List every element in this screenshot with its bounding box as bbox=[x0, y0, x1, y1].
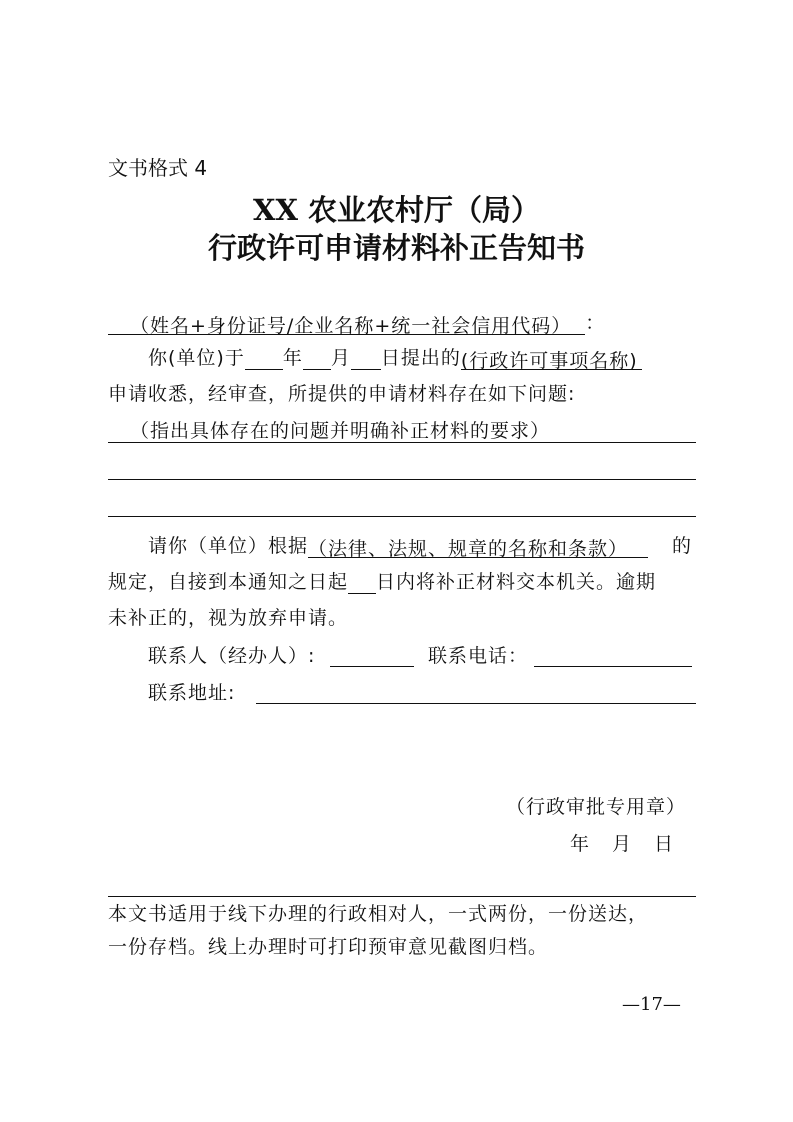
p2-text-b: 的 bbox=[672, 535, 693, 557]
law-field: （法律、法规、规章的名称和条款） bbox=[308, 537, 648, 558]
p2-line-1 bbox=[148, 534, 648, 558]
days-blank bbox=[348, 573, 376, 594]
contact-address-label: 联系地址: bbox=[148, 682, 236, 704]
problem-line-1 bbox=[108, 442, 696, 443]
format-label: 文书格式 4 bbox=[108, 156, 208, 180]
contact-person-label: 联系人（经办人）: bbox=[148, 645, 316, 667]
p2-text-d: 日内将补正材料交本机关。逾期 bbox=[376, 571, 657, 593]
contact-person-blank bbox=[330, 666, 414, 667]
problem-line-3 bbox=[108, 516, 696, 517]
addressee-colon: ： bbox=[585, 312, 606, 334]
year-blank bbox=[245, 349, 283, 370]
footnote-line-2: 一份存档。线上办理时可打印预审意见截图归档。 bbox=[108, 936, 549, 958]
p1-line-2: 申请收悉，经审查，所提供的申请材料存在如下问题: bbox=[108, 383, 576, 405]
date-day: 日 bbox=[654, 833, 675, 855]
seal-text: （行政审批专用章） bbox=[506, 796, 687, 818]
footnote-line-1: 本文书适用于线下办理的行政相对人，一式两份，一份送达， bbox=[108, 903, 649, 925]
item-field: (行政许可事项名称) bbox=[461, 349, 642, 370]
month-blank bbox=[303, 349, 331, 370]
p2-text-c: 规定，自接到本通知之日起 bbox=[108, 571, 349, 593]
date-year: 年 bbox=[570, 833, 591, 855]
p1-text-a: 你(单位)于 bbox=[148, 347, 245, 369]
p1-line-1 bbox=[148, 346, 642, 370]
title-line-1: XX 农业农村厅（局） bbox=[252, 193, 541, 227]
contact-address-blank bbox=[256, 703, 696, 704]
p2-line-2 bbox=[108, 570, 656, 594]
p1-month-label: 月 bbox=[330, 347, 351, 369]
contact-phone-label: 联系电话： bbox=[428, 645, 529, 667]
p2-line-3: 未补正的，视为放弃申请。 bbox=[108, 607, 349, 629]
p2-text-a: 请你（单位）根据 bbox=[148, 535, 309, 557]
addressee-field: （姓名+身份证号/企业名称+统一社会信用代码） bbox=[108, 314, 585, 335]
title-line-2: 行政许可申请材料补正告知书 bbox=[207, 231, 585, 265]
contact-phone-blank bbox=[534, 666, 692, 667]
p1-day-label: 日提出的 bbox=[380, 347, 461, 369]
addressee-line bbox=[108, 311, 605, 335]
date-month: 月 bbox=[612, 833, 633, 855]
page-number: —17— bbox=[622, 994, 681, 1015]
problem-line-2 bbox=[108, 479, 696, 480]
day-blank bbox=[351, 349, 381, 370]
footnote-separator bbox=[108, 896, 696, 897]
problems-hint: （指出具体存在的问题并明确补正材料的要求） bbox=[130, 420, 551, 442]
p1-year-label: 年 bbox=[282, 347, 303, 369]
